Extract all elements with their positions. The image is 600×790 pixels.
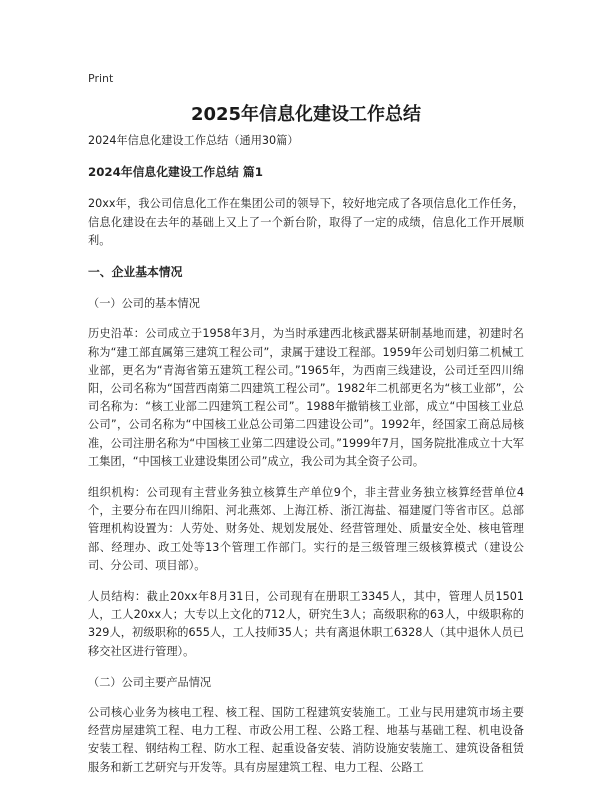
intro-paragraph: 20xx年，我公司信息化工作在集团公司的领导下，较好地完成了各项信息化工作任务，信息化建设在去年的基础上又上了一个新台阶，取得了一定的成绩，信息化工作开展顺利。 [88, 197, 524, 247]
subsection-heading-products: （二）公司主要产品情况 [88, 675, 212, 689]
document-subtitle: 2024年信息化建设工作总结（通用30篇） [88, 134, 299, 147]
subsection-heading-company-info: （一）公司的基本情况 [88, 297, 200, 311]
personnel-paragraph: 人员结构：截止20xx年8月31日，公司现有在册职工3345人，其中，管理人员1501人，工人20xx人；大专以上文化的712人，研究生3人；高级职称的63人，中级职称的329人，初级职称的655人，工人技师35人；共有离退休职工6328人（其中退休人员已移交社区进行管理）。 [88, 590, 524, 658]
history-paragraph: 历史沿革：公司成立于1958年3月，为当时承建西北核武器某研制基地而建，初建时名称为“建工部直属第三建筑工程公司”，隶属于建设工程部。1959年公司划归第二机械工业部，更名为“青海省第五建筑工程公司。”1965年，为西南三线建设，公司迁至四川绵阳，公司名称为“国营西南第二四建筑工程公司”。1982年二机部更名为“核工业部”，公司名称为：“核工业部二四建筑工程公司”。1988年撤销核工业部，成立“中国核工业总公司”，公司名称为“中国核工业总公司第二四建设公司”。1992年，经国家工商总局核准，公司注册名称为“中国核工业第二四建设公司。”1999年7月，国务院批准成立十大军工集团，“中国核工业建设集团公司”成立，我公司为其全资子公司。 [88, 327, 524, 468]
document-body [88, 132, 524, 790]
print-label: Print [88, 72, 114, 85]
section-heading-basic-info: 一、企业基本情况 [88, 265, 183, 280]
organization-paragraph: 组织机构：公司现有主营业务独立核算生产单位9个，非主营业务独立核算经营单位4个，主要分布在四川绵阳、河北燕郊、上海江桥、浙江海盐、福建厦门等省市区。总部管理机构设置为：人劳处、财务处、规划发展处、经营管理处、质量安全处、核电管理部、经理办、政工处等13个管理工作部门。实行的是三级管理三级核算模式（建设公司、分公司、项目部）。 [88, 486, 524, 572]
page-title: 2025年信息化建设工作总结 [190, 104, 422, 125]
article-heading: 2024年信息化建设工作总结 篇1 [88, 165, 263, 180]
products-paragraph: 公司核心业务为核电工程、核工程、国防工程建筑安装施工。工业与民用建筑市场主要经营房屋建筑工程、电力工程、市政公用工程、公路工程、地基与基础工程、机电设备安装工程、钢结构工程、防水工程、起重设备安装、消防设施安装施工、建筑设备租赁服务和新工艺研究与开发等。具有房屋建筑工程、电力工程、公路工 [88, 706, 524, 774]
